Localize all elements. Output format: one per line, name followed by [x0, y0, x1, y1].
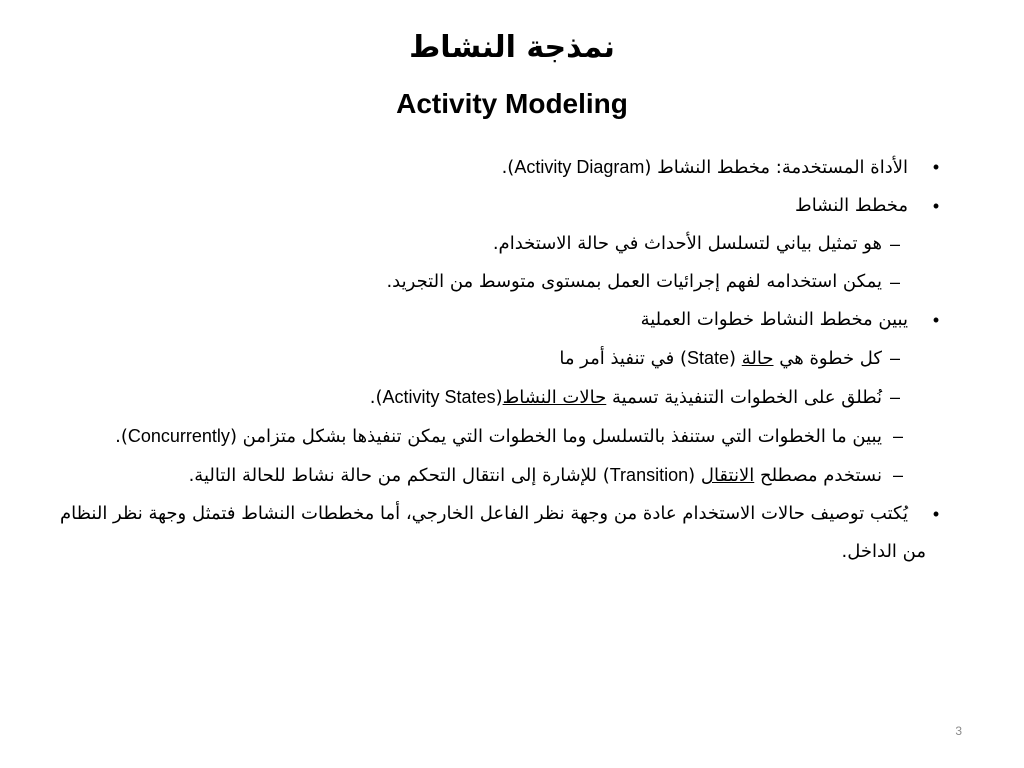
bullet-marker: • — [932, 196, 940, 216]
bullet-text — [60, 503, 926, 562]
bullet-item — [58, 495, 944, 571]
bullet-text — [115, 426, 882, 447]
text-run: ). — [501, 157, 515, 178]
text-run: كل خطوة هي — [773, 348, 882, 369]
text-run: مخطط النشاط — [795, 195, 908, 216]
text-run: ) للإشارة إلى انتقال التحكم من حالة نشاط للحالة التالية. — [188, 465, 610, 486]
sub-bullet-item — [58, 339, 900, 378]
underlined-term: حالة — [741, 348, 774, 369]
dash-marker: – — [889, 272, 900, 292]
bullet-item — [58, 187, 944, 225]
dash-marker: – — [889, 387, 900, 407]
english-term: Activity Diagram — [514, 157, 645, 177]
text-run: ( — [688, 465, 701, 486]
text-run: نستخدم مصطلح — [754, 465, 882, 486]
dash-marker: – — [892, 426, 903, 446]
bullet-marker: • — [932, 157, 940, 177]
sub-bullet-item — [58, 456, 903, 495]
sub-bullet-item — [58, 378, 900, 417]
slide-body — [58, 148, 944, 571]
english-term: Concurrently — [127, 426, 230, 446]
english-term: Transition — [609, 465, 689, 485]
bullet-text — [370, 387, 882, 408]
text-run: ). — [369, 387, 383, 408]
sub-bullet-item — [58, 417, 903, 456]
bullet-marker: • — [932, 504, 940, 524]
bullet-text — [386, 271, 882, 292]
bullet-text — [493, 233, 882, 254]
dash-marker: – — [889, 234, 900, 254]
bullet-text — [189, 465, 882, 486]
text-run: نُطلق على الخطوات التنفيذية تسمية — [606, 387, 882, 408]
text-run: يبين ما الخطوات التي ستنفذ بالتسلسل وما الخطوات التي يمكن تنفيذها بشكل متزامن ( — [229, 426, 882, 447]
underlined-term: الانتقال — [700, 465, 755, 486]
text-run: يبين مخطط النشاط خطوات العملية — [640, 309, 908, 330]
sub-bullet-item — [58, 225, 900, 263]
text-run: ) في تنفيذ أمر ما — [559, 348, 687, 369]
bullet-marker: • — [932, 310, 940, 330]
dash-marker: – — [892, 465, 903, 485]
english-term: State — [686, 348, 730, 368]
slide-title-arabic: نمذجة النشاط — [409, 30, 615, 65]
text-run: الأداة المستخدمة: مخطط النشاط ( — [644, 157, 908, 178]
bullet-text — [502, 157, 908, 178]
text-run: ( — [495, 387, 503, 408]
text-run: يُكتب توصيف حالات الاستخدام عادة من وجهة نظر الفاعل الخارجي، أما مخططات النشاط فتمثل وجهة نظر النظام من الداخل. — [60, 503, 926, 562]
text-run: يمكن استخدامه لفهم إجرائيات العمل بمستوى متوسط من التجريد. — [386, 271, 882, 292]
bullet-text — [795, 195, 908, 216]
english-term: Activity States — [382, 387, 496, 407]
text-run: ( — [729, 348, 742, 369]
sub-bullet-item — [58, 263, 900, 301]
text-run: ). — [115, 426, 128, 447]
bullet-item — [58, 301, 944, 339]
text-run: هو تمثيل بياني لتسلسل الأحداث في حالة الاستخدام. — [492, 233, 882, 254]
dash-marker: – — [889, 348, 900, 368]
bullet-text — [641, 309, 908, 330]
page-number: 3 — [955, 724, 962, 738]
underlined-term: حالات النشاط — [502, 387, 607, 408]
bullet-item — [58, 148, 944, 187]
slide-title-english: Activity Modeling — [396, 88, 628, 119]
bullet-text — [559, 348, 882, 369]
